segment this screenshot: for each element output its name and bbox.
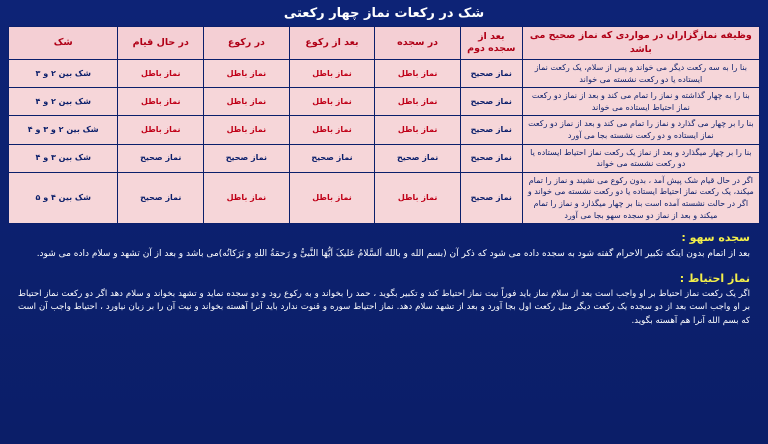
row-label-shak: شک بین ۲ و ۳ xyxy=(9,60,118,88)
table-row xyxy=(9,116,760,144)
cell-in-sajdah: نماز باطل xyxy=(375,116,461,144)
cell-after-second-sajdah: نماز صحیح xyxy=(460,116,522,144)
cell-after-ruku: نماز صحیح xyxy=(289,144,375,172)
col-header-standing: در حال قیام xyxy=(118,27,204,60)
col-header-note: وظیفه نمازگزاران در مواردی که نماز صحیح می باشد xyxy=(522,27,759,60)
cell-after-ruku: نماز باطل xyxy=(289,116,375,144)
cell-in-ruku: نماز باطل xyxy=(204,88,290,116)
cell-in-sajdah: نماز باطل xyxy=(375,172,461,223)
page-title: شک در رکعات نماز چهار رکعتی xyxy=(283,6,485,21)
table-row xyxy=(9,172,760,223)
col-header-in-sajdah: در سجده xyxy=(375,27,461,60)
col-header-in-ruku: در رکوع xyxy=(204,27,290,60)
table-header xyxy=(9,27,760,60)
table-row xyxy=(9,60,760,88)
cell-after-ruku: نماز باطل xyxy=(289,88,375,116)
col-header-after-second-sajdah xyxy=(460,27,522,60)
section-heading-sajdah-sahv: سجده سهو : xyxy=(681,231,750,245)
table-header-row xyxy=(9,27,760,60)
cell-standing: نماز باطل xyxy=(118,116,204,144)
cell-in-sajdah: نماز باطل xyxy=(375,60,461,88)
section-sajdah-sahv xyxy=(18,231,750,261)
section-body-sajdah-sahv: بعد از اتمام بدون اینکه تکبیر الاحرام گفته شود به سجده داده می شود که ذکر آن (بسم الله و بالله اَلسَّلامُ عَلیکَ اَیُّهَا النَّبیُّ و رَحمَةُ اللهِ و بَرَکاتُه)می باشد و بعد از آن تشهد و سلام داده می شود. xyxy=(36,249,750,260)
cell-in-ruku: نماز باطل xyxy=(204,172,290,223)
cell-after-second-sajdah: نماز صحیح xyxy=(460,144,522,172)
cell-standing: نماز صحیح xyxy=(118,172,204,223)
row-note: اگر در حال قیام شک پیش آمد ، بدون رکوع می نشیند و نماز را تمام میکند، یک رکعت نماز احتیاط ایستاده یا دو رکعت نشسته می خواند و اگر در حالت نشسته آمده است بنا بر چهار میگذارد و نماز را تمام میکند و بعد از نماز دو سجده سهو بجا می آورد xyxy=(522,172,759,223)
cell-after-second-sajdah: نماز صحیح xyxy=(460,60,522,88)
section-namaz-ehtiat xyxy=(18,272,750,329)
table-row xyxy=(9,144,760,172)
cell-in-ruku: نماز صحیح xyxy=(204,144,290,172)
row-note: بنا را به چهار گذاشته و نماز را تمام می کند و بعد از نماز دو رکعت نماز احتیاط ایستاده می خواند xyxy=(522,88,759,116)
cell-in-sajdah: نماز باطل xyxy=(375,88,461,116)
cell-after-second-sajdah: نماز صحیح xyxy=(460,172,522,223)
cell-standing: نماز باطل xyxy=(118,88,204,116)
table-row xyxy=(9,88,760,116)
shak-table xyxy=(8,26,760,224)
row-label-shak: شک بین ۲ و ۳ و ۴ xyxy=(9,116,118,144)
cell-standing: نماز باطل xyxy=(118,60,204,88)
cell-in-ruku: نماز باطل xyxy=(204,60,290,88)
row-label-shak: شک بین ۲ و ۴ xyxy=(9,88,118,116)
cell-in-ruku: نماز باطل xyxy=(204,116,290,144)
col-header-after-ruku: بعد از رکوع xyxy=(289,27,375,60)
col-header-after-second-sajdah-line1: بعد از xyxy=(478,31,505,43)
cell-in-sajdah: نماز صحیح xyxy=(375,144,461,172)
row-label-shak: شک بین ۳ و ۴ xyxy=(9,144,118,172)
cell-after-ruku: نماز باطل xyxy=(289,172,375,223)
row-note: بنا را بر چهار میگذارد و بعد از نماز یک رکعت نماز احتیاط ایستاده یا دو رکعت نشسته می خواند xyxy=(522,144,759,172)
cell-after-ruku: نماز باطل xyxy=(289,60,375,88)
cell-after-second-sajdah: نماز صحیح xyxy=(460,88,522,116)
section-body-namaz-ehtiat: اگر یک رکعت نماز احتیاط بر او واجب است بعد از سلام نماز باید فوراً نیت نماز احتیاط کند و تکبیر بگوید ، حمد را بخواند و به رکوع رود و دو سجده نماید و تشهد بخواند و سلام دهد اگر دو رکعت نماز احتیاط بر او واجب است بعد از دو سجده یک رکعت دیگر مثل رکعت اول بجا آورد و بعد از تشهد سلام دهد. نماز احتیاط سوره و قنوت ندارد باید آنرا آهسته بخواند و نیت آن را بر زبان نیاورد ، احتیاط واجب آن است که بسم الله آنرا هم آهسته بگوید. xyxy=(18,288,750,327)
row-label-shak: شک بین ۴ و ۵ xyxy=(9,172,118,223)
section-heading-namaz-ehtiat: نماز احتیاط : xyxy=(679,271,750,285)
cell-standing: نماز صحیح xyxy=(118,144,204,172)
col-header-shak: شک xyxy=(9,27,118,60)
row-note: بنا را بر چهار می گذارد و نماز را تمام می کند و بعد از نماز دو رکعت نماز ایستاده و دو رکعت نشسته بجا می آورد xyxy=(522,116,759,144)
table-body xyxy=(9,60,760,224)
col-header-after-second-sajdah-line2: سجده دوم xyxy=(467,43,516,54)
row-note: بنا را به سه رکعت دیگر می خواند و پس از سلام، یک رکعت نماز ایستاده یا دو رکعت نشسته می خواند xyxy=(522,60,759,88)
